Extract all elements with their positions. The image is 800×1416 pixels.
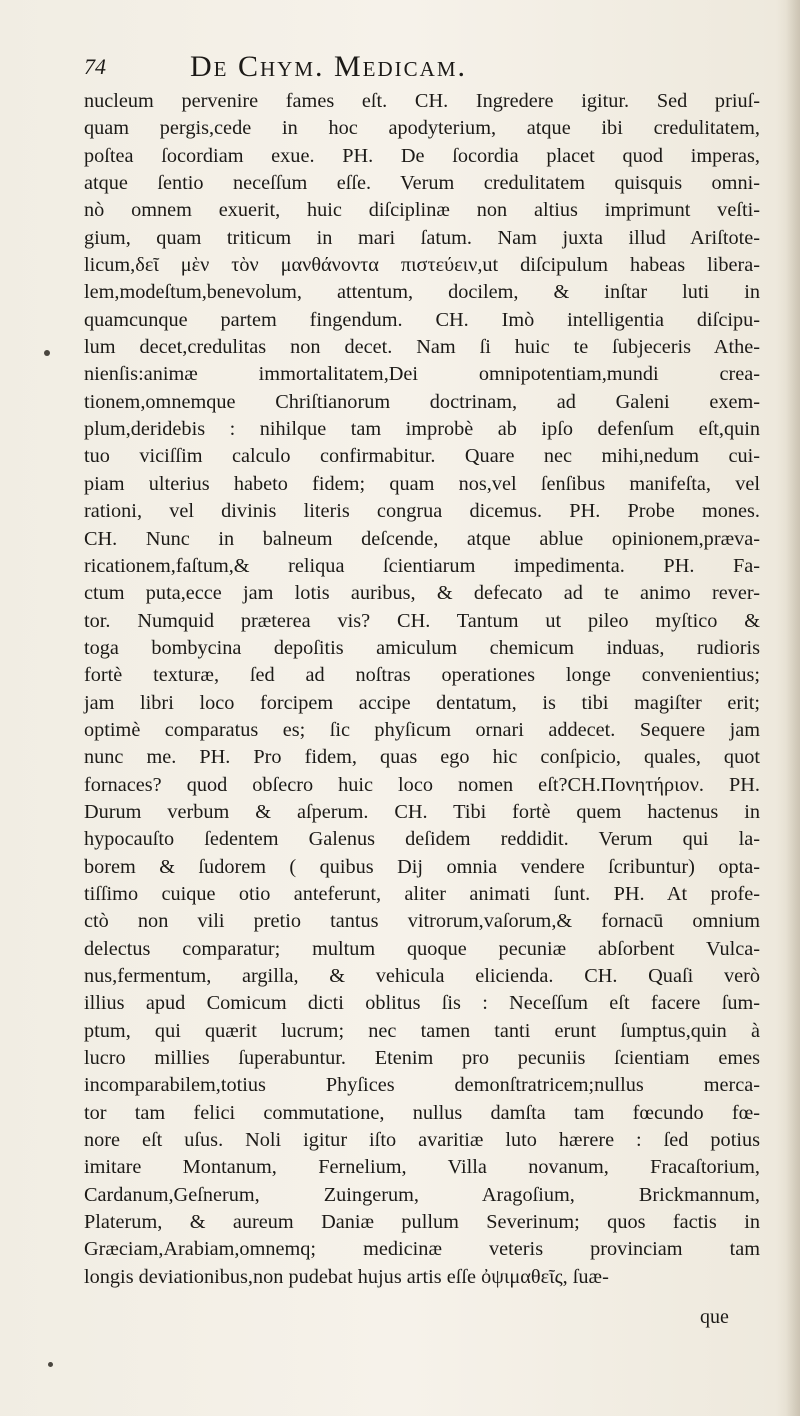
running-head: De Chym. Medicam. [190,50,468,83]
text-line: longis deviationibus,non pudebat hujus artis eſſe ὀψιμαθεῖς, ſuæ- [84,1265,609,1288]
text-line: tiſſimo cuique otio anteferunt, aliter animati ſunt. PH. At profe- [84,882,760,905]
text-line: Durum verbum & aſperum. CH. Tibi fortè quem hactenus in [84,800,760,823]
text-line: borem & ſudorem ( quibus Dij omnia vendere ſcribuntur) opta- [84,855,760,878]
text-line: quamcunque partem fingendum. CH. Imò intelligentia diſcipu- [84,308,760,331]
catchword: que [700,1306,729,1328]
text-line: piam ulterius habeto fidem; quam nos,vel ſenſibus manifeſta, vel [84,472,760,495]
text-line: tor tam felici commutatione, nullus damſta tam fœcundo fœ- [84,1101,760,1124]
ink-speck [48,1362,53,1367]
text-line: hypocauſto ſedentem Galenus deſidem reddidit. Verum qui la- [84,828,760,851]
text-line: ricationem,faſtum,& reliqua ſcientiarum impedimenta. PH. Fa- [84,554,760,577]
text-line: licum,δεῖ μὲν τὸν μανθάνοντα πιστεύειν,ut diſcipulum habeas libera- [84,254,760,277]
text-line: poſtea ſocordiam exue. PH. De ſocordia placet quod imperas, [84,144,760,167]
body-text [84,88,760,1291]
page-number: 74 [84,54,106,79]
text-line: nò omnem exuerit, huic diſciplinæ non altius imprimunt veſti- [84,199,760,222]
text-line: lucro millies ſuperabuntur. Etenim pro pecuniis ſcientiam emes [84,1047,760,1070]
text-line: Platerum, & aureum Daniæ pullum Severinum; quos factis in [84,1211,760,1234]
text-line: ctò non vili pretio tantus vitrorum,vaſorum,& fornacū omnium [84,910,760,933]
text-line: lum decet,credulitas non decet. Nam ſi huic te ſubjeceris Athe- [84,336,760,359]
text-line: lem,modeſtum,benevolum, attentum, docilem, & inſtar luti in [84,281,760,304]
page-header [70,50,750,86]
text-line: nucleum pervenire fames eſt. CH. Ingredere igitur. Sed priuſ- [84,90,760,112]
text-line: nunc me. PH. Pro fidem, quas ego hic conſpicio, quales, quot [84,746,760,769]
text-line: atque ſentio neceſſum eſſe. Verum credulitatem quisquis omni- [84,172,760,195]
text-line: tionem,omnemque Chriſtianorum doctrinam, ad Galeni exem- [84,390,760,413]
text-line: gium, quam triticum in mari ſatum. Nam juxta illud Ariſtote- [84,226,760,249]
text-line: CH. Nunc in balneum deſcende, atque ablue opinionem,præva- [84,527,760,550]
text-line: tor. Numquid præterea vis? CH. Tantum ut pileo myſtico & [84,609,760,632]
text-line: ptum, qui quærit lucrum; nec tamen tanti erunt ſumptus,quin à [84,1019,760,1042]
text-line: ctum puta,ecce jam lotis auribus, & defecato ad te animo rever- [84,582,760,605]
text-line: optimè comparatus es; ſic phyſicum ornari addecet. Sequere jam [84,718,760,741]
text-line: nienſis:animæ immortalitatem,Dei omnipotentiam,mundi crea- [84,363,760,386]
text-line: illius apud Comicum dicti oblitus ſis : Neceſſum eſt facere ſum- [84,992,760,1015]
text-line: nore eſt uſus. Noli igitur iſto avaritiæ luto hærere : ſed potius [84,1129,760,1152]
text-line: quam pergis,cede in hoc apodyterium, atque ibi credulitatem, [84,117,760,140]
text-line: plum,deridebis : nihilque tam improbè ab ipſo defenſum eſt,quin [84,418,760,441]
text-line: incomparabilem,totius Phyſices demonſtratricem;nullus merca- [84,1074,760,1097]
text-line: Græciam,Arabiam,omnemq; medicinæ veteris provinciam tam [84,1238,760,1261]
ink-speck [44,350,50,356]
text-line: rationi, vel divinis literis congrua dicemus. PH. Probe mones. [84,500,760,523]
text-line: toga bombycina depoſitis amiculum chemicum induas, rudioris [84,636,760,659]
text-line: delectus comparatur; multum quoque pecuniæ abſorbent Vulca- [84,937,760,960]
text-line: nus,fermentum, argilla, & vehicula elicienda. CH. Quaſi verò [84,965,760,987]
text-line: tuo viciſſim calculo confirmabitur. Quare nec mihi,nedum cui- [84,445,760,468]
text-line: fortè texturæ, ſed ad noſtras operationes longe convenientius; [84,664,760,687]
page-edge-shadow [786,0,800,1416]
text-line: Cardanum,Geſnerum, Zuingerum, Aragoſium, Brickmannum, [84,1183,760,1206]
text-line: jam libri loco forcipem accipe dentatum, is tibi magiſter erit; [84,691,760,714]
text-line: fornaces? quod obſecro huic loco nomen eſt?CH.Πονητήριον. PH. [84,773,760,796]
text-line: imitare Montanum, Fernelium, Villa novanum, Fracaſtorium, [84,1156,760,1179]
